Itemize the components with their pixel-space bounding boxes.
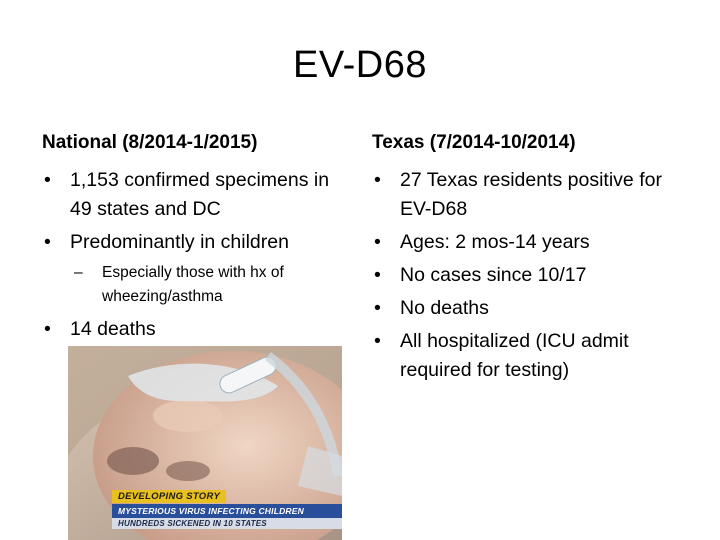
bullet-marker: • bbox=[44, 169, 51, 191]
national-bullet-list bbox=[42, 166, 352, 344]
list-item bbox=[42, 315, 352, 344]
bullet-marker: • bbox=[44, 231, 51, 253]
texas-heading: Texas (7/2014-10/2014) bbox=[372, 132, 576, 153]
news-photo bbox=[68, 346, 342, 540]
left-column bbox=[42, 132, 352, 348]
bullet-text: All hospitalized (ICU admit required for testing) bbox=[400, 330, 629, 381]
ticker-developing-story: DEVELOPING STORY bbox=[112, 490, 226, 503]
ticker-headline: MYSTERIOUS VIRUS INFECTING CHILDREN bbox=[112, 504, 342, 518]
bullet-text: No cases since 10/17 bbox=[400, 264, 587, 286]
bullet-text: 27 Texas residents positive for EV-D68 bbox=[400, 169, 662, 220]
national-heading: National (8/2014-1/2015) bbox=[42, 132, 258, 153]
bullet-marker: • bbox=[374, 169, 381, 191]
list-item bbox=[372, 327, 692, 385]
bullet-text: Ages: 2 mos-14 years bbox=[400, 231, 590, 253]
news-ticker bbox=[112, 486, 342, 529]
bullet-text: 1,153 confirmed specimens in 49 states and DC bbox=[70, 169, 330, 220]
slide-title: EV-D68 bbox=[293, 44, 427, 86]
list-item bbox=[372, 261, 692, 290]
bullet-marker: • bbox=[374, 264, 381, 286]
list-item bbox=[42, 166, 352, 224]
list-item bbox=[372, 166, 692, 224]
bullet-marker: • bbox=[374, 297, 381, 319]
ticker-subheadline: HUNDREDS SICKENED IN 10 STATES bbox=[112, 518, 342, 529]
bullet-text: No deaths bbox=[400, 297, 489, 319]
right-column bbox=[372, 132, 692, 389]
bullet-marker: • bbox=[374, 330, 381, 352]
list-item bbox=[42, 228, 352, 257]
bullet-marker: • bbox=[44, 318, 51, 340]
bullet-text: Predominantly in children bbox=[70, 231, 289, 253]
bullet-marker: • bbox=[374, 231, 381, 253]
bullet-text: 14 deaths bbox=[70, 318, 156, 340]
sub-list-item bbox=[42, 261, 352, 309]
texas-bullet-list bbox=[372, 166, 692, 385]
sub-bullet-text: Especially those with hx of wheezing/asthma bbox=[102, 264, 284, 305]
list-item bbox=[372, 294, 692, 323]
list-item bbox=[372, 228, 692, 257]
sub-bullet-marker: – bbox=[74, 264, 83, 281]
